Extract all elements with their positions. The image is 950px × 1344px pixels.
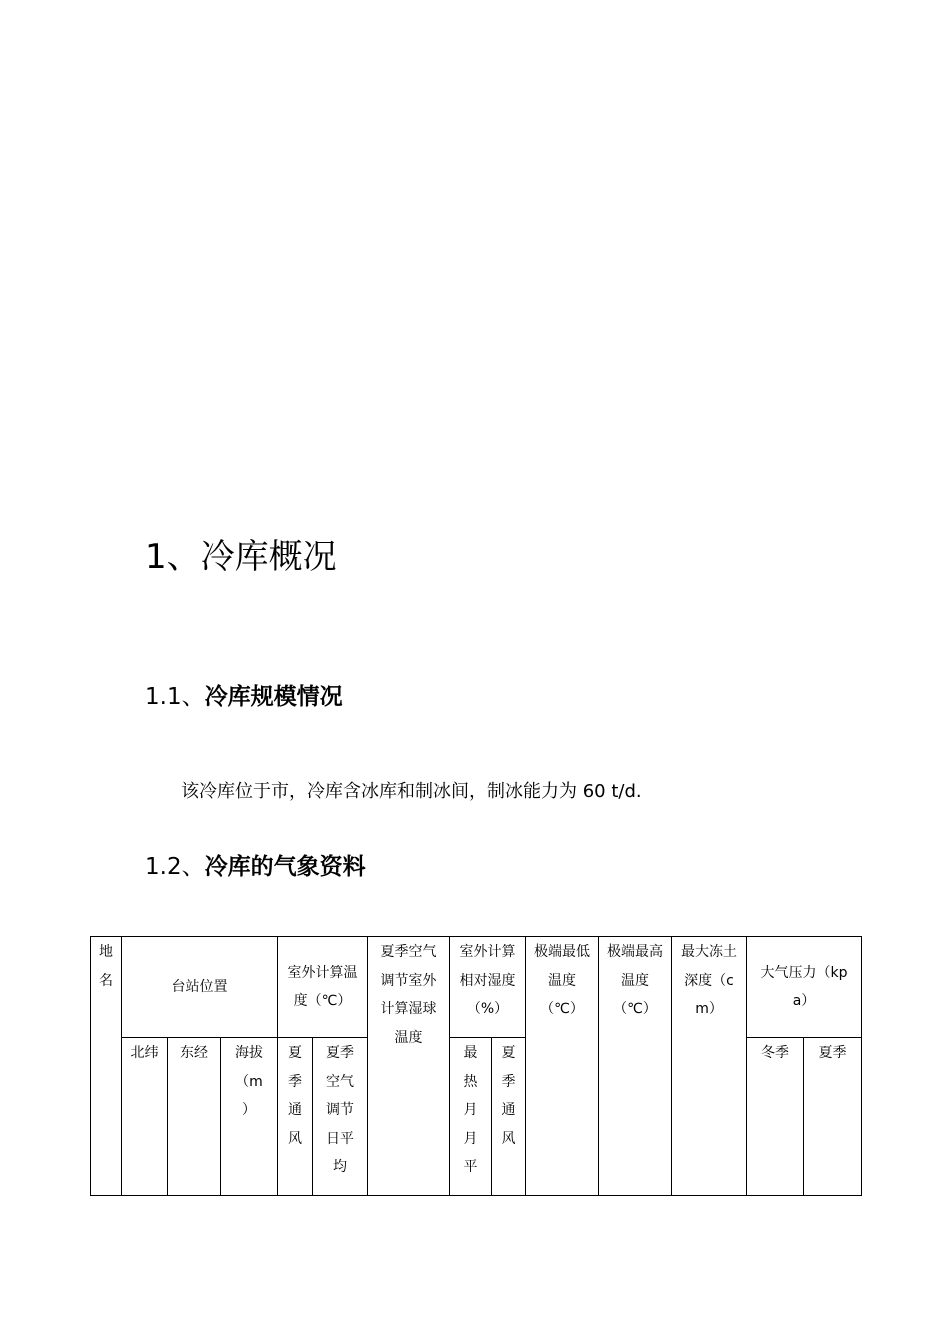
table-header-row [91, 937, 862, 1038]
col-summer-ventilation: 夏季通风 [278, 1038, 313, 1196]
col-summer-ac-daily-avg: 夏季空气调节日平均 [313, 1038, 368, 1196]
weather-data-table [90, 936, 862, 1196]
heading-weather [145, 851, 366, 883]
heading-scale [145, 681, 343, 713]
col-extreme-high: 极端最高温度（℃） [599, 937, 672, 1196]
col-pressure-summer: 夏季 [804, 1038, 862, 1196]
col-altitude: 海拔（m） [221, 1038, 278, 1196]
col-outdoor-temp: 室外计算温度（℃） [278, 937, 368, 1038]
heading-scale-title: 冷库规模情况 [204, 684, 343, 710]
col-summer-wet-bulb: 夏季空气调节室外计算湿球温度 [368, 937, 450, 1196]
col-place: 地名 [91, 937, 122, 1196]
scale-paragraph: 该冷库位于市，冷库含冰库和制冰间，制冰能力为 60 t/d. [181, 781, 642, 802]
col-summer-ventilation-rh: 夏季通风 [492, 1038, 526, 1196]
col-max-frost-depth: 最大冻土深度（cm） [672, 937, 747, 1196]
heading-scale-number: 1.1、 [145, 684, 205, 710]
col-latitude: 北纬 [122, 1038, 168, 1196]
col-outdoor-rh: 室外计算相对湿度（%） [450, 937, 526, 1038]
col-pressure-winter: 冬季 [747, 1038, 804, 1196]
heading-weather-number: 1.2、 [145, 854, 205, 880]
heading-cold-storage-overview: 1、冷库概况 [145, 537, 337, 577]
heading-weather-title: 冷库的气象资料 [204, 854, 366, 880]
col-extreme-low: 极端最低温度（℃） [526, 937, 599, 1196]
col-longitude: 东经 [168, 1038, 221, 1196]
col-atmospheric-pressure: 大气压力（kpa） [747, 937, 862, 1038]
table-subheader-row [91, 1038, 862, 1196]
col-station-location: 台站位置 [122, 937, 278, 1038]
col-hottest-month-avg: 最热月月平 [450, 1038, 492, 1196]
